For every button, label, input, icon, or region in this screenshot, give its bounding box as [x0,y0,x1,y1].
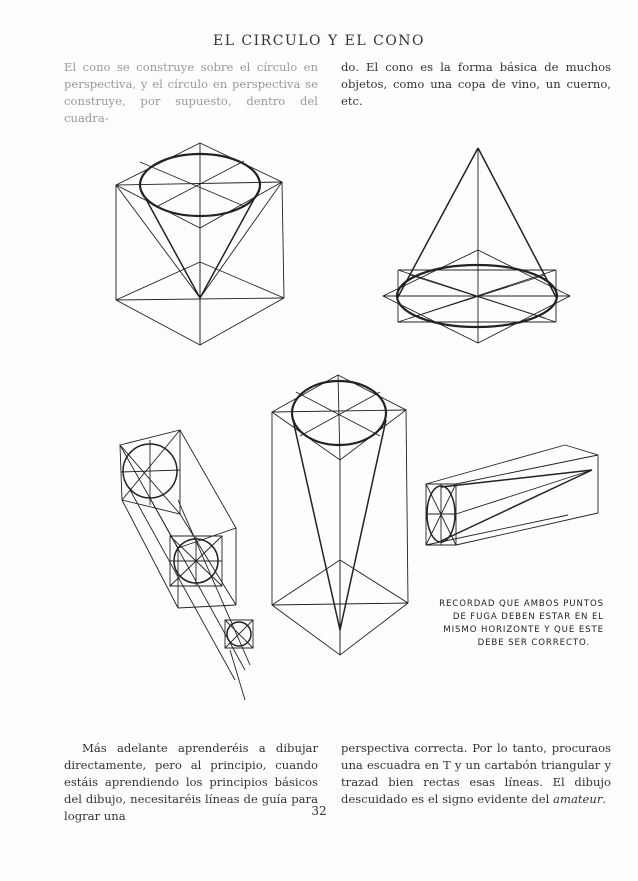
figure-receding-prism-left [120,430,253,700]
figure-upright-cone [383,148,570,343]
closing-paragraph-left: Más adelante aprenderéis a dibujar directamente, pero al principio, cuando estáis aprendiendo los principios básicos del dibujo, necesitaréis líneas de guía para lograr una [64,741,318,823]
vanishing-point-note [422,598,604,650]
closing-text-right [341,740,611,808]
intro-paragraph-right: do. El cono es la forma básica de muchos objetos, como una copa de vino, un cuerno, etc. [341,60,611,108]
amateur-emphasis: amateur [553,792,603,806]
closing-right-period: . [602,792,607,806]
note-line-1: RECORDAD QUE AMBOS PUNTOS [439,599,604,609]
closing-right-text: perspectiva correcta. Por lo tanto, procuraos una escuadra en T y un cartabón triangular y trazad bien rectas esas líneas. El dibujo descuidado es el signo evidente del [341,741,611,806]
page-title: EL CIRCULO Y EL CONO [212,33,426,49]
figure-tall-prism-cone [272,375,408,655]
note-line-4: DEBE SER CORRECTO. [477,638,590,648]
page-number: 32 [311,804,327,818]
intro-paragraph-left: El cono se construye sobre el círculo en perspectiva, y el círculo en perspectiva se construye, por supuesto, dentro del cuadra- [64,60,318,125]
closing-paragraph-right [341,740,611,808]
figure-horizontal-prism-cone [426,445,598,545]
figure-cube-inverted-cone [116,143,284,345]
note-line-3: MISMO HORIZONTE Y QUE ESTE [443,625,604,635]
note-line-2: DE FUGA DEBEN ESTAR EN EL [452,612,604,622]
